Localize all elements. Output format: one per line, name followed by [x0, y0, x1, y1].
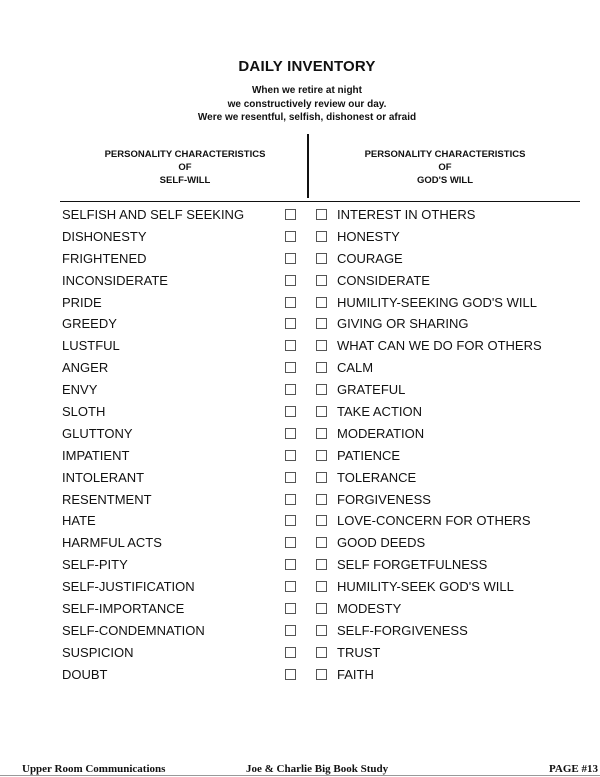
footer-rule [0, 775, 600, 776]
left-header-line-2: OF [178, 162, 192, 173]
right-header-line-2: OF [438, 162, 452, 173]
gods-will-checkbox[interactable] [316, 581, 327, 592]
gods-will-trait: GIVING OR SHARING [337, 316, 469, 332]
inventory-row [0, 358, 600, 380]
page-title: DAILY INVENTORY [238, 58, 376, 75]
gods-will-trait: CALM [337, 360, 374, 376]
inventory-row [0, 490, 600, 512]
gods-will-checkbox[interactable] [316, 494, 327, 505]
self-will-trait: GLUTTONY [62, 425, 133, 441]
self-will-checkbox[interactable] [285, 647, 296, 658]
self-will-trait: SUSPICION [62, 644, 134, 660]
gods-will-trait: LOVE-CONCERN FOR OTHERS [337, 513, 531, 529]
self-will-checkbox[interactable] [285, 581, 296, 592]
inventory-row [0, 205, 600, 227]
gods-will-checkbox[interactable] [316, 603, 327, 614]
gods-will-checkbox[interactable] [316, 472, 327, 483]
subtitle-line-2: we constructively review our day. [227, 98, 387, 110]
self-will-trait: DISHONESTY [62, 228, 147, 244]
left-column-header [70, 148, 300, 187]
self-will-checkbox[interactable] [285, 384, 296, 395]
inventory-row [0, 511, 600, 533]
self-will-checkbox[interactable] [285, 231, 296, 242]
gods-will-trait: SELF-FORGIVENESS [337, 622, 468, 638]
gods-will-checkbox[interactable] [316, 406, 327, 417]
gods-will-trait: CONSIDERATE [337, 272, 430, 288]
gods-will-trait: GRATEFUL [337, 382, 406, 398]
self-will-trait: INCONSIDERATE [62, 272, 168, 288]
self-will-checkbox[interactable] [285, 625, 296, 636]
gods-will-checkbox[interactable] [316, 362, 327, 373]
gods-will-trait: TOLERANCE [337, 469, 417, 485]
self-will-trait: SLOTH [62, 404, 106, 420]
self-will-checkbox[interactable] [285, 603, 296, 614]
self-will-checkbox[interactable] [285, 537, 296, 548]
self-will-checkbox[interactable] [285, 209, 296, 220]
subtitle-line-1: When we retire at night [251, 85, 362, 96]
inventory-row [0, 599, 600, 621]
self-will-trait: SELF-CONDEMNATION [62, 622, 205, 638]
gods-will-trait: COURAGE [337, 250, 403, 266]
subtitle [0, 84, 600, 125]
left-header-line-3: SELF-WILL [159, 175, 211, 186]
gods-will-trait: INTEREST IN OTHERS [337, 207, 476, 222]
gods-will-trait: SELF FORGETFULNESS [337, 557, 488, 573]
self-will-trait: SELF-IMPORTANCE [62, 601, 185, 617]
gods-will-checkbox[interactable] [316, 669, 327, 680]
self-will-checkbox[interactable] [285, 428, 296, 439]
footer-page-number: PAGE #13 [549, 763, 598, 775]
inventory-row [0, 227, 600, 249]
gods-will-checkbox[interactable] [316, 231, 327, 242]
self-will-checkbox[interactable] [285, 450, 296, 461]
gods-will-trait: WHAT CAN WE DO FOR OTHERS [337, 338, 542, 354]
inventory-row [0, 424, 600, 446]
inventory-row [0, 533, 600, 555]
self-will-checkbox[interactable] [285, 472, 296, 483]
gods-will-trait: TRUST [337, 644, 381, 660]
gods-will-trait: HUMILITY-SEEK GOD'S WILL [337, 579, 514, 595]
gods-will-checkbox[interactable] [316, 647, 327, 658]
inventory-row [0, 293, 600, 315]
gods-will-trait: FORGIVENESS [337, 491, 431, 507]
self-will-trait: IMPATIENT [62, 447, 130, 463]
self-will-trait: INTOLERANT [62, 469, 145, 485]
gods-will-trait: MODESTY [337, 601, 402, 617]
inventory-row [0, 402, 600, 424]
gods-will-trait: PATIENCE [337, 447, 401, 463]
gods-will-trait: FAITH [337, 666, 374, 682]
inventory-row [0, 380, 600, 402]
gods-will-checkbox[interactable] [316, 559, 327, 570]
inventory-row [0, 555, 600, 577]
gods-will-checkbox[interactable] [316, 450, 327, 461]
footer-study-title: Joe & Charlie Big Book Study [246, 763, 389, 775]
self-will-checkbox[interactable] [285, 669, 296, 680]
self-will-checkbox[interactable] [285, 494, 296, 505]
gods-will-checkbox[interactable] [316, 537, 327, 548]
column-divider [307, 134, 309, 198]
right-column-header [330, 148, 560, 187]
subtitle-line-3: Were we resentful, selfish, dishonest or afraid [197, 112, 417, 123]
self-will-trait: DOUBT [62, 666, 108, 682]
gods-will-checkbox[interactable] [316, 384, 327, 395]
inventory-row [0, 665, 600, 687]
gods-will-trait: TAKE ACTION [337, 404, 422, 420]
gods-will-trait: HONESTY [337, 228, 400, 244]
self-will-trait: HATE [62, 513, 96, 529]
right-header-line-3: GOD'S WILL [416, 175, 474, 186]
header-rule [60, 201, 580, 202]
gods-will-checkbox[interactable] [316, 340, 327, 351]
inventory-row [0, 336, 600, 358]
gods-will-checkbox[interactable] [316, 297, 327, 308]
gods-will-checkbox[interactable] [316, 209, 327, 220]
self-will-trait: SELF-PITY [62, 557, 128, 573]
self-will-trait: SELFISH AND SELF SEEKING [62, 207, 245, 222]
self-will-checkbox[interactable] [285, 406, 296, 417]
self-will-trait: GREEDY [62, 316, 117, 332]
self-will-trait: HARMFUL ACTS [62, 535, 162, 551]
inventory-row [0, 577, 600, 599]
gods-will-checkbox[interactable] [316, 275, 327, 286]
self-will-trait: ANGER [62, 360, 109, 376]
gods-will-trait: GOOD DEEDS [337, 535, 426, 551]
right-header-line-1: PERSONALITY CHARACTERISTICS [364, 149, 526, 160]
inventory-row [0, 468, 600, 490]
self-will-checkbox[interactable] [285, 362, 296, 373]
inventory-row [0, 621, 600, 643]
left-header-line-1: PERSONALITY CHARACTERISTICS [104, 149, 266, 160]
self-will-trait: FRIGHTENED [62, 250, 147, 266]
footer-publisher: Upper Room Communications [22, 763, 166, 775]
inventory-row [0, 271, 600, 293]
self-will-checkbox[interactable] [285, 340, 296, 351]
gods-will-checkbox[interactable] [316, 625, 327, 636]
inventory-list [0, 205, 600, 687]
inventory-row [0, 643, 600, 665]
self-will-checkbox[interactable] [285, 253, 296, 264]
gods-will-checkbox[interactable] [316, 253, 327, 264]
self-will-trait: PRIDE [62, 294, 102, 310]
gods-will-trait: HUMILITY-SEEKING GOD'S WILL [337, 294, 537, 310]
self-will-trait: SELF-JUSTIFICATION [62, 579, 195, 595]
inventory-row [0, 249, 600, 271]
self-will-checkbox[interactable] [285, 297, 296, 308]
inventory-row [0, 446, 600, 468]
self-will-trait: ENVY [62, 382, 98, 398]
inventory-row [0, 314, 600, 336]
self-will-checkbox[interactable] [285, 275, 296, 286]
self-will-checkbox[interactable] [285, 515, 296, 526]
self-will-checkbox[interactable] [285, 318, 296, 329]
gods-will-checkbox[interactable] [316, 318, 327, 329]
gods-will-checkbox[interactable] [316, 428, 327, 439]
self-will-trait: RESENTMENT [62, 491, 152, 507]
gods-will-trait: MODERATION [337, 425, 425, 441]
gods-will-checkbox[interactable] [316, 515, 327, 526]
self-will-checkbox[interactable] [285, 559, 296, 570]
self-will-trait: LUSTFUL [62, 338, 120, 354]
